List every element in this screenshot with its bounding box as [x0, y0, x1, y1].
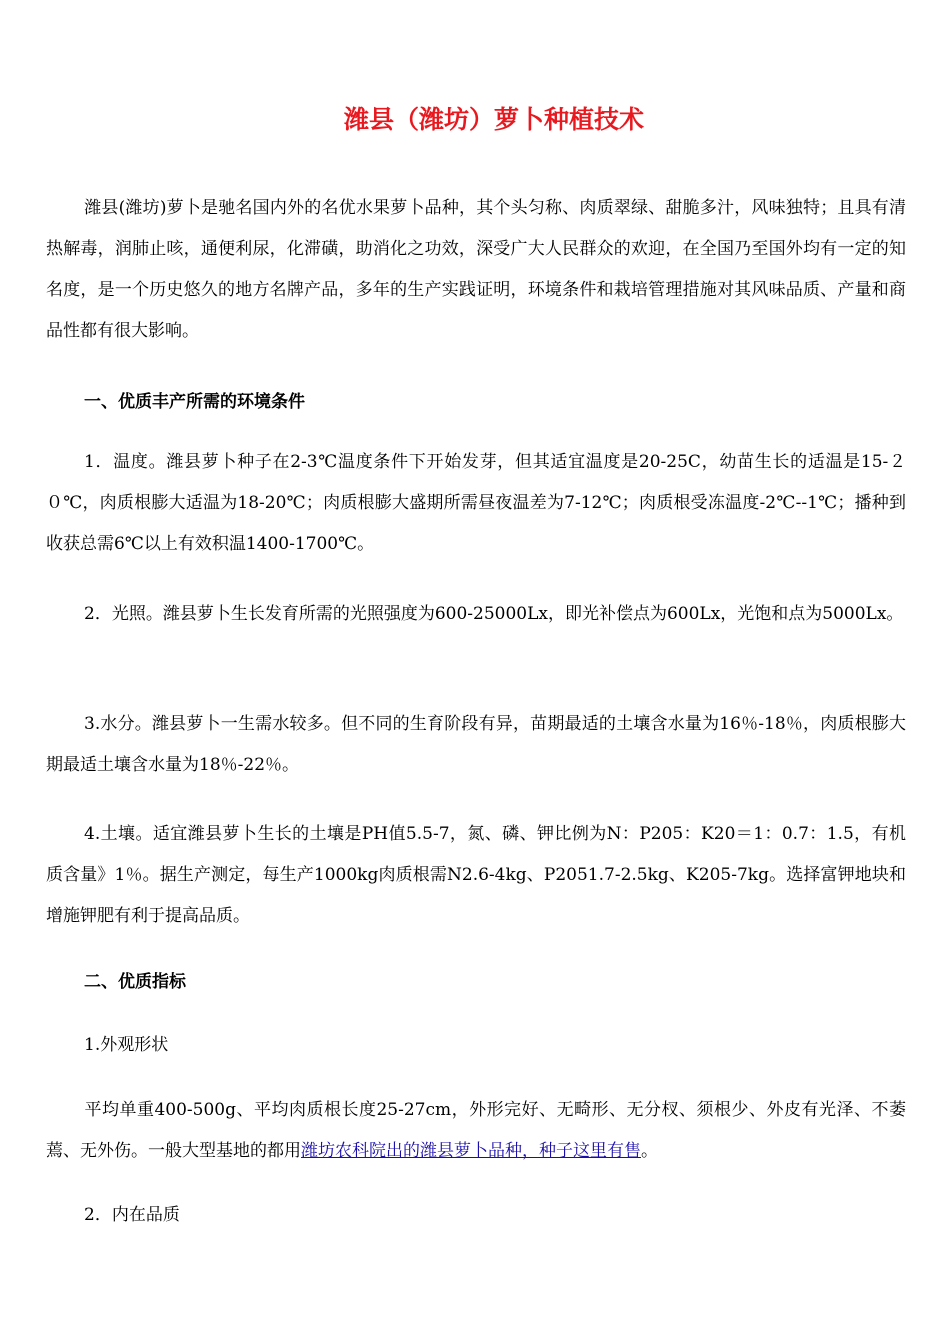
section-2-sub-2-title: 2．内在品质 — [84, 1205, 180, 1225]
intro-paragraph — [46, 188, 906, 352]
item-text: 3.水分。潍县萝卜一生需水较多。但不同的生育阶段有异，苗期最适的土壤含水量为16％-18％，肉质根膨大期最适土壤含水量为18％-22％。 — [46, 714, 906, 775]
appearance-text: 平均单重400-500g、平均肉质根长度25-27cm，外形完好、无畸形、无分杈、须根少、外皮有光泽、不萎蔫、无外伤。一般大型基地的都用 — [46, 1100, 906, 1161]
section-1-item-temperature — [46, 442, 906, 565]
section-2-sub-1-title: 1.外观形状 — [84, 1035, 169, 1055]
item-text: 2．光照。潍县萝卜生长发育所需的光照强度为600-25000Lx，即光补偿点为600Lx，光饱和点为5000Lx。 — [84, 604, 904, 624]
section-2-sub-1-paragraph — [46, 1090, 906, 1172]
appearance-text-end: 。 — [641, 1141, 658, 1161]
section-1-item-water — [46, 704, 906, 786]
item-text: 1．温度。潍县萝卜种子在2-3℃温度条件下开始发芽，但其适宜温度是20-25C，幼苗生长的适温是15-２０℃，肉质根膨大适温为18-20℃；肉质根膨大盛期所需昼夜温差为7-12℃；肉质根受冻温度-2℃--1℃；播种到收获总需6℃以上有效积温1400-1700℃。 — [46, 452, 906, 554]
section-1-item-light — [46, 594, 906, 635]
intro-text: 潍县(潍坊)萝卜是驰名国内外的名优水果萝卜品种，其个头匀称、肉质翠绿、甜脆多汁，风味独特；且具有清热解毒，润肺止咳，通便利尿，化滞磺，助消化之功效，深受广大人民群众的欢迎，在全国乃至国外均有一定的知名度，是一个历史悠久的地方名牌产品，多年的生产实践证明，环境条件和栽培管理措施对其风味品质、产量和商品性都有很大影响。 — [46, 198, 906, 341]
seed-vendor-link[interactable]: 潍坊农科院出的潍县萝卜品种，种子这里有售 — [301, 1141, 641, 1161]
document-title: 潍县（潍坊）萝卜种植技术 — [343, 105, 644, 134]
item-text: 4.土壤。适宜潍县萝卜生长的土壤是PH值5.5-7，氮、磷、钾比例为N：P205：K20＝1：0.7：1.5，有机质含量》1％。据生产测定，每生产1000kg肉质根需N2.6-4kg、P2051.7-2.5kg、K205-7kg。选择富钾地块和增施钾肥有利于提高品质。 — [46, 824, 906, 926]
section-1-item-soil — [46, 814, 906, 937]
section-2-heading: 二、优质指标 — [84, 972, 186, 992]
section-1-heading: 一、优质丰产所需的环境条件 — [84, 392, 305, 412]
